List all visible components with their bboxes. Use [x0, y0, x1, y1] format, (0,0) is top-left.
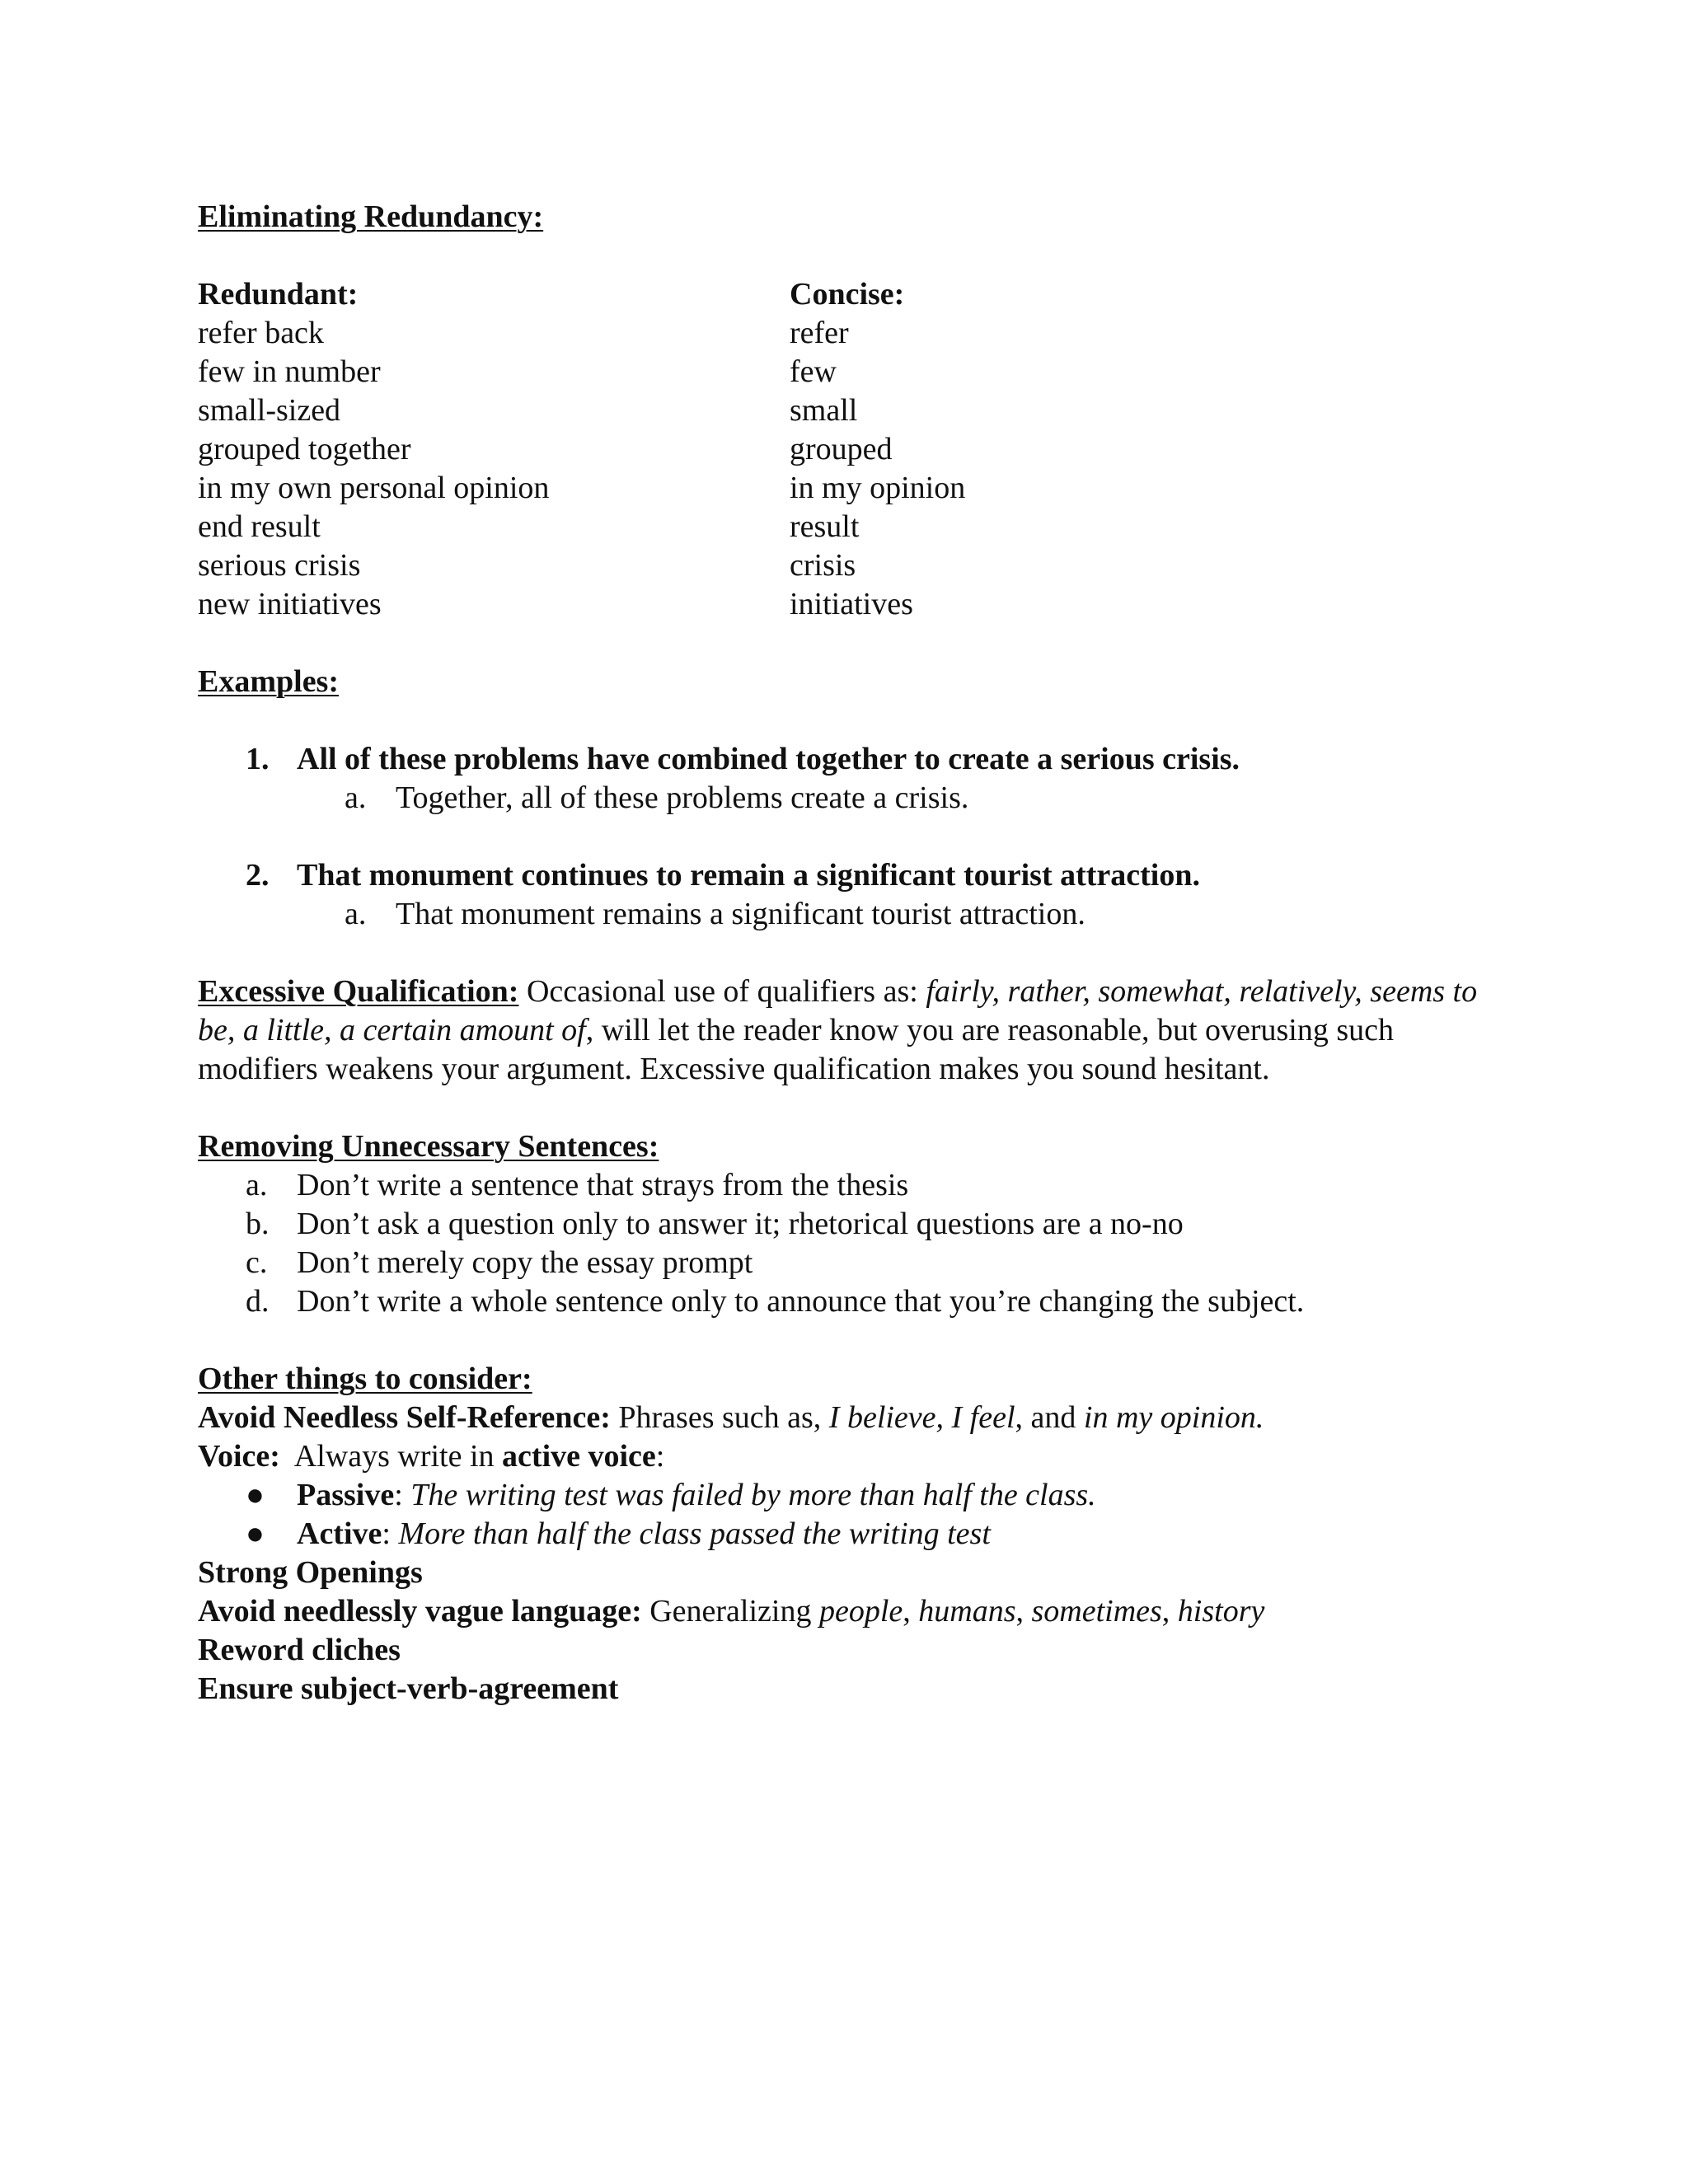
reword-cliches: Reword cliches [198, 1633, 401, 1667]
vague-text: Generalizing [641, 1594, 819, 1629]
spacer [198, 1321, 1500, 1360]
redundant-column [198, 275, 790, 624]
bullet-icon: ● [246, 1516, 265, 1551]
vague-sep: , [1161, 1594, 1178, 1629]
concise-column [790, 275, 1367, 624]
concise-item: crisis [790, 548, 856, 583]
list-item [198, 1166, 1500, 1205]
qualification-paragraph [198, 972, 1500, 1089]
example-text: All of these problems have combined together to create a serious crisis. [297, 742, 1240, 776]
redundant-item: serious crisis [198, 548, 361, 583]
self-reference-label: Avoid Needless Self-Reference: [198, 1400, 611, 1435]
concise-item: grouped [790, 432, 893, 466]
document-page [198, 198, 1500, 1708]
strong-openings: Strong Openings [198, 1555, 423, 1590]
bullet-label: Active [297, 1516, 382, 1551]
vague-sep: , [903, 1594, 919, 1629]
redundancy-heading: Eliminating Redundancy: [198, 199, 544, 234]
other-heading: Other things to consider: [198, 1361, 532, 1396]
bullet-text: More than half the class passed the writing test [398, 1516, 991, 1551]
qualification-heading: Excessive Qualification: [198, 974, 519, 1009]
example-number: 2. [246, 858, 270, 893]
list-text: Don’t write a sentence that strays from the thesis [297, 1168, 909, 1202]
bullet-label: Passive [297, 1478, 395, 1512]
list-letter: d. [246, 1284, 270, 1319]
spacer [198, 818, 1500, 856]
redundant-item: end result [198, 509, 321, 544]
qualification-rest: , will let the reader know you are reasonable, but overusing such modifiers weakens your argument. Excessive qualification makes you sound hesitant. [198, 1013, 1395, 1086]
list-text: Don’t write a whole sentence only to announce that you’re changing the subject. [297, 1284, 1305, 1319]
vague-label: Avoid needlessly vague language: [198, 1594, 642, 1629]
sentences-heading: Removing Unnecessary Sentences: [198, 1129, 659, 1164]
spacer [198, 701, 1500, 740]
bullet-item-passive [198, 1476, 1500, 1515]
redundant-item: refer back [198, 316, 324, 350]
spacer [198, 934, 1500, 972]
voice-colon: : [655, 1439, 665, 1474]
spacer [198, 624, 1500, 663]
concise-item: result [790, 509, 860, 544]
vague-word: humans [918, 1594, 1016, 1629]
list-letter: a. [246, 1168, 268, 1202]
example-number: 1. [246, 742, 270, 776]
qualifier-list: fairly, rather, somewhat, relatively, seems to be, a little, a certain amount of [198, 974, 1478, 1047]
bullet-icon: ● [246, 1478, 265, 1512]
concise-item: refer [790, 316, 849, 350]
subject-verb-agreement: Ensure subject-verb-agreement [198, 1671, 619, 1706]
concise-item: few [790, 354, 837, 389]
list-item [198, 1244, 1500, 1282]
vague-word: sometimes [1031, 1594, 1162, 1629]
bullet-text: The writing test was failed by more than half the class. [410, 1478, 1096, 1512]
examples-heading: Examples: [198, 664, 339, 699]
self-reference-example: in my opinion. [1083, 1400, 1264, 1435]
vague-language-line [198, 1592, 1500, 1631]
active-voice-label: active voice [502, 1439, 656, 1474]
spacer [198, 237, 1500, 275]
concise-header: Concise: [790, 277, 905, 312]
vague-word: history [1177, 1594, 1265, 1629]
self-reference-line [198, 1399, 1500, 1437]
concise-item: initiatives [790, 587, 913, 621]
list-letter: b. [246, 1207, 270, 1241]
example-item [198, 740, 1500, 779]
redundant-header: Redundant: [198, 277, 359, 312]
voice-label: Voice: [198, 1439, 280, 1474]
revision-letter: a. [345, 780, 367, 815]
revision-letter: a. [345, 897, 367, 931]
redundant-item: in my own personal opinion [198, 471, 550, 505]
concise-item: small [790, 393, 858, 428]
vague-word: people [818, 1594, 903, 1629]
example-item [198, 856, 1500, 895]
example-revision [198, 895, 1500, 934]
redundant-item: few in number [198, 354, 381, 389]
concise-item: in my opinion [790, 471, 966, 505]
vague-sep: , [1015, 1594, 1032, 1629]
list-text: Don’t ask a question only to answer it; rhetorical questions are a no-no [297, 1207, 1184, 1241]
example-text: That monument continues to remain a significant tourist attraction. [297, 858, 1200, 893]
revision-text: That monument remains a significant tourist attraction. [396, 897, 1085, 931]
list-letter: c. [246, 1245, 268, 1280]
self-reference-text: Phrases such as, [610, 1400, 829, 1435]
voice-text: Always write in [279, 1439, 503, 1474]
qualification-intro: Occasional use of qualifiers as: [518, 974, 926, 1009]
redundant-item: grouped together [198, 432, 411, 466]
voice-line [198, 1437, 1500, 1476]
bullet-item-active [198, 1515, 1500, 1554]
list-item [198, 1282, 1500, 1321]
spacer [198, 1089, 1500, 1127]
list-text: Don’t merely copy the essay prompt [297, 1245, 753, 1280]
revision-text: Together, all of these problems create a crisis. [396, 780, 969, 815]
self-reference-example: I believe, I feel [828, 1400, 1015, 1435]
redundant-item: new initiatives [198, 587, 382, 621]
redundancy-table [198, 275, 1500, 624]
bullet-sep: : [382, 1516, 399, 1551]
example-revision [198, 779, 1500, 818]
list-item [198, 1205, 1500, 1244]
self-reference-and: , and [1015, 1400, 1084, 1435]
bullet-sep: : [394, 1478, 411, 1512]
redundant-item: small-sized [198, 393, 341, 428]
